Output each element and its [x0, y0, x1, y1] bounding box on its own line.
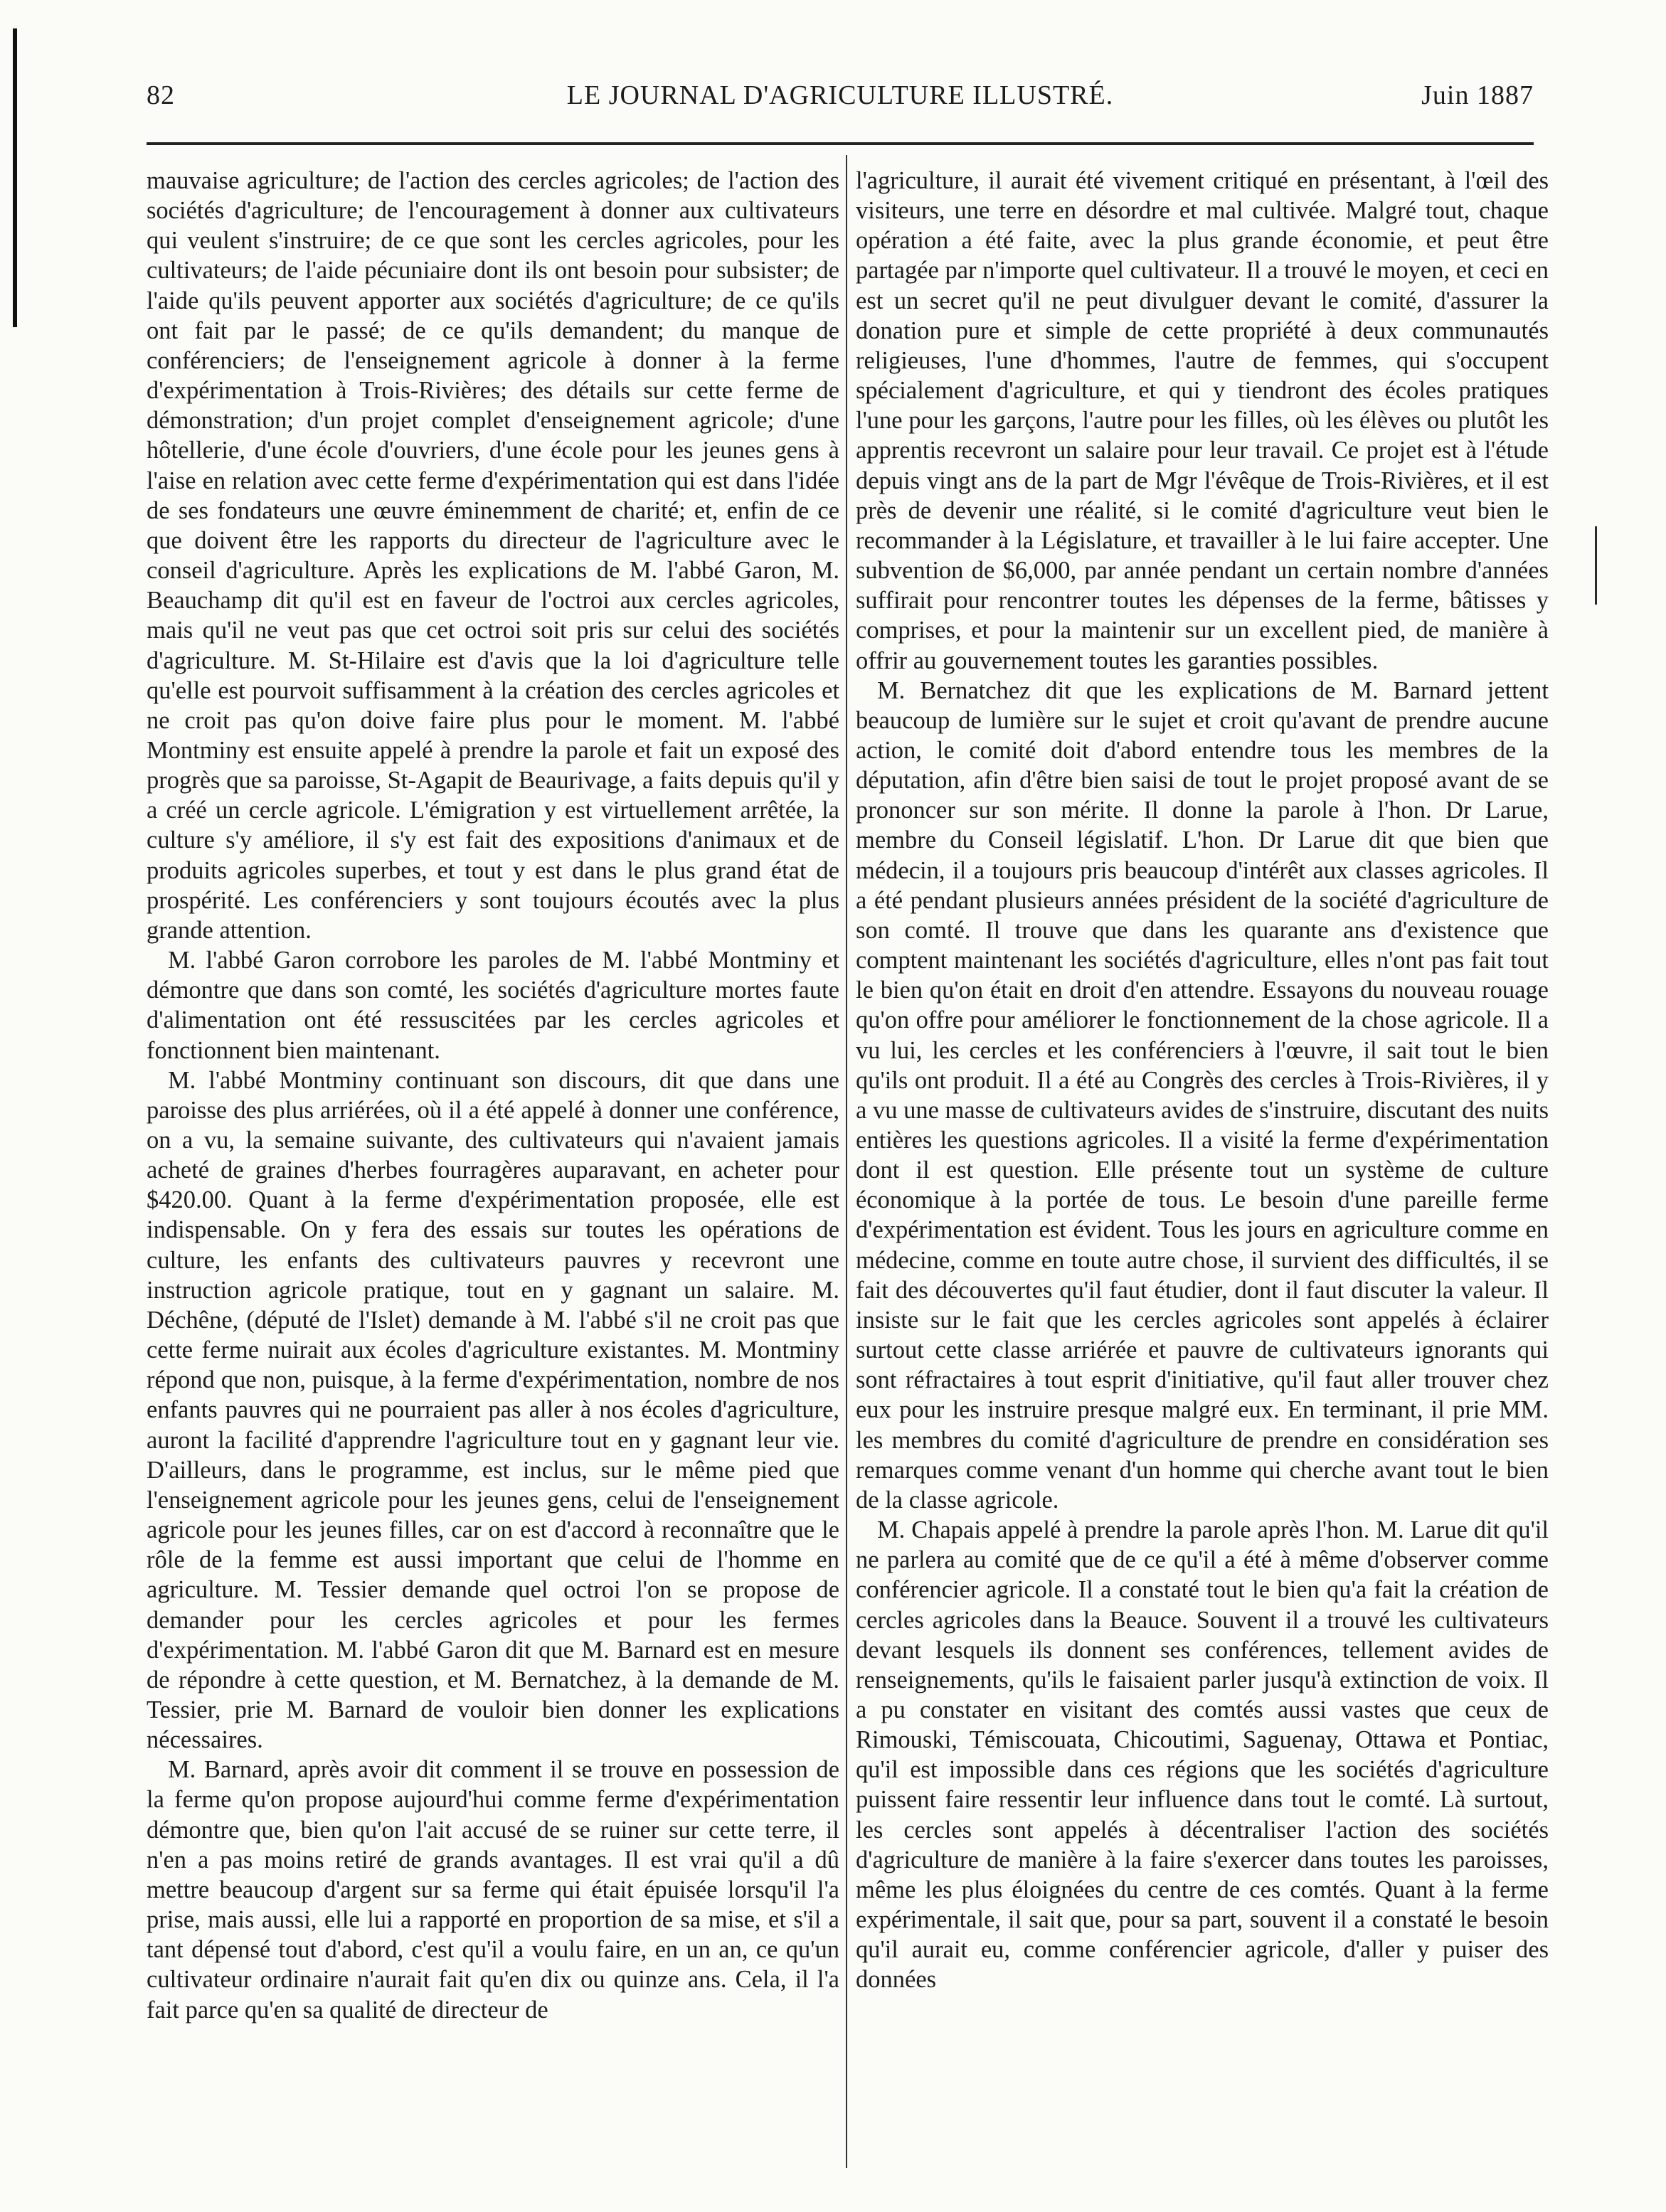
page-header	[147, 80, 1534, 122]
right-column	[856, 166, 1549, 1995]
column-divider	[846, 155, 847, 2168]
journal-title: LE JOURNAL D'AGRICULTURE ILLUSTRÉ.	[566, 80, 1114, 110]
header-rule	[147, 142, 1534, 145]
paragraph: M. Bernatchez dit que les explications de M. Barnard jettent beaucoup de lumière sur le sujet et croit qu'avant de prendre aucune action, le comité doit d'abord entendre tous les membres de la députation, afin d'être bien saisi de tout le projet proposé avant de se prononcer sur son mérite. Il donne la parole à l'hon. Dr Larue, membre du Conseil législatif. L'hon. Dr Larue dit que bien que médecin, il a toujours pris beaucoup d'intérêt aux classes agricoles. Il a été pendant plusieurs années président de la société d'agriculture de son comté. Il trouve que dans les quarante ans d'existence que comptent maintenant les sociétés d'agriculture, elles n'ont pas fait tout le bien qu'on était en droit d'en attendre. Essayons du nouveau rouage qu'on offre pour améliorer le fonctionnement de la chose agricole. Il a vu lui, les cercles et les conférenciers à l'œuvre, il sait tout le bien qu'ils ont produit. Il a été au Congrès des cercles à Trois-Rivières, il y a vu une masse de cultivateurs avides de s'instruire, discutant des nuits entières les questions agricoles. Il a visité la ferme d'expérimentation dont il est question. Elle présente tout un système de culture économique à la portée de tous. Le besoin d'une pareille ferme d'expérimentation est évident. Tous les jours en agriculture comme en médecine, comme en toute autre chose, il survient des difficultés, il se fait des découvertes qu'il faut étudier, dont il faut discuter la valeur. Il insiste sur le fait que les cercles agricoles sont appelés à éclairer surtout cette classe arriérée et pauvre de cultivateurs ignorants qui sont réfractaires à tout esprit d'initiative, qu'il faut aller trouver chez eux pour les instruire presque malgré eux. En terminant, il prie MM. les membres du comité d'agriculture de prendre en considération ses remarques comme venant d'un homme qui cherche avant tout le bien de la classe agricole.	[856, 676, 1549, 1514]
paragraph: mauvaise agriculture; de l'action des cercles agricoles; de l'action des sociétés d'agriculture; de l'encouragement à donner aux cultivateurs qui veulent s'instruire; de ce que sont les cercles agricoles, pour les cultivateurs; de l'aide pécuniaire dont ils ont besoin pour subsister; de l'aide qu'ils peuvent apporter aux sociétés d'agriculture; de ce qu'ils ont fait par le passé; de ce qu'ils demandent; du manque de conférenciers; de l'enseignement agricole à donner à la ferme d'expérimentation à Trois-Rivières; des détails sur cette ferme de démonstration; d'un projet complet d'enseignement agricole; d'une hôtellerie, d'une école d'ouvriers, d'une école pour les jeunes gens à l'aise en relation avec cette ferme d'expérimentation qui est dans l'idée de ses fondateurs une œuvre éminemment de charité; et, enfin de ce que doivent être les rapports du directeur de l'agriculture avec le conseil d'agriculture. Après les explications de M. l'abbé Garon, M. Beauchamp dit qu'il est en faveur de l'octroi aux cercles agricoles, mais qu'il ne veut pas que cet octroi soit pris sur celui des sociétés d'agriculture. M. St-Hilaire est d'avis que la loi d'agriculture telle qu'elle est pourvoit suffisamment à la création des cercles agricoles et ne croit pas qu'on doive faire plus pour le moment. M. l'abbé Montminy est ensuite appelé à prendre la parole et fait un exposé des progrès que sa paroisse, St-Agapit de Beaurivage, a faits depuis qu'il y a créé un cercle agricole. L'émigration y est virtuellement arrêtée, la culture s'y améliore, il s'y est fait des expositions d'animaux et de produits agricoles superbes, et tout y est dans le plus grand état de prospérité. Les conférenciers y sont toujours écoutés avec la plus grande attention.	[147, 167, 839, 944]
left-column	[147, 166, 839, 2025]
page-number: 82	[147, 80, 175, 110]
paragraph: M. l'abbé Garon corrobore les paroles de M. l'abbé Montminy et démontre que dans son comté, les sociétés d'agriculture mortes faute d'alimentation ont été ressuscitées par les cercles agricoles et fonctionnent bien maintenant.	[147, 947, 839, 1064]
margin-mark	[1595, 526, 1597, 605]
issue-date: Juin 1887	[1421, 80, 1534, 110]
paragraph: M. Barnard, après avoir dit comment il se trouve en possession de la ferme qu'on propose aujourd'hui comme ferme d'expérimentation démontre que, bien qu'on l'ait accusé de se ruiner sur cette terre, il n'en a pas moins retiré de grands avantages. Il est vrai qu'il a dû mettre beaucoup d'argent sur sa ferme qui était épuisée lorsqu'il l'a prise, mais aussi, elle lui a rapporté en proportion de sa mise, et s'il a tant dépensé tout d'abord, c'est qu'il a voulu faire, en un an, ce qu'un cultivateur ordinaire n'aurait fait qu'en dix ou quinze ans. Cela, il l'a fait parce qu'en sa qualité de directeur de	[147, 1756, 839, 2024]
paragraph: M. Chapais appelé à prendre la parole après l'hon. M. Larue dit qu'il ne parlera au comité que de ce qu'il a été à même d'observer comme conférencier agricole. Il a constaté tout le bien qu'a fait la création de cercles agricoles dans la Beauce. Souvent il a trouvé les cultivateurs devant lesquels ils donnent ses conférences, tellement avides de renseignements, qu'ils le faisaient parler jusqu'à extinction de voix. Il a pu constater en visitant des comtés aussi vastes que ceux de Rimouski, Témiscouata, Chicoutimi, Saguenay, Ottawa et Pontiac, qu'il est impossible dans ces régions que les sociétés d'agriculture puissent faire ressentir leur influence dans tout le comté. Là surtout, les cercles sont appelés à décentraliser l'action des sociétés d'agriculture de manière à la faire s'exercer dans toutes les paroisses, même les plus éloignées du centre de ces comtés. Quant à la ferme expérimentale, il sait que, pour sa part, souvent il a constaté le besoin qu'il aurait eu, comme conférencier agricole, d'aller y puiser des données	[856, 1516, 1549, 1994]
paragraph: l'agriculture, il aurait été vivement critiqué en présentant, à l'œil des visiteurs, une terre en désordre et mal cultivée. Malgré tout, chaque opération a été faite, avec la plus grande économie, et peut être partagée par n'importe quel cultivateur. Il a trouvé le moyen, et ceci en est un secret qu'il ne peut divulguer devant le comité, d'assurer la donation pure et simple de cette propriété à deux communautés religieuses, l'une d'hommes, l'autre de femmes, qui s'occupent spécialement d'agriculture, et qui y tiendront des écoles pratiques l'une pour les garçons, l'autre pour les filles, où les élèves ou plutôt les apprentis recevront un salaire pour leur travail. Ce projet est à l'étude depuis vingt ans de la part de Mgr l'évêque de Trois-Rivières, et il est près de devenir une réalité, si le comité d'agriculture veut bien le recommander à la Législature, et travailler à le lui faire accepter. Une subvention de $6,000, par année pendant un certain nombre d'années suffirait pour rencontrer toutes les dépenses de la ferme, bâtisses y comprises, et pour la maintenir sur un excellent pied, de manière à offrir au gouvernement toutes les garanties possibles.	[856, 167, 1549, 674]
paragraph: M. l'abbé Montminy continuant son discours, dit que dans une paroisse des plus arriérées, où il a été appelé à donner une conférence, on a vu, la semaine suivante, des cultivateurs qui n'avaient jamais acheté de graines d'herbes fourragères auparavant, en acheter pour $420.00. Quant à la ferme d'expérimentation proposée, elle est indispensable. On y fera des essais sur toutes les opérations de culture, les enfants des cultivateurs pauvres y recevront une instruction agricole pratique, tout en y gagnant un salaire. M. Déchêne, (député de l'Islet) demande à M. l'abbé s'il ne croit pas que cette ferme nuirait aux écoles d'agriculture existantes. M. Montminy répond que non, puisque, à la ferme d'expérimentation, nombre de nos enfants pauvres qui ne pourraient pas aller à nos écoles d'agriculture, auront la facilité d'apprendre l'agriculture tout en y gagnant leur vie. D'ailleurs, dans le programme, est inclus, sur le même pied que l'enseignement agricole pour les jeunes gens, celui de l'enseignement agricole pour les jeunes filles, car on est d'accord à reconnaître que le rôle de la femme est aussi important que celui de l'homme en agriculture. M. Tessier demande quel octroi l'on se propose de demander pour les cercles agricoles et pour les fermes d'expérimentation. M. l'abbé Garon dit que M. Barnard est en mesure de répondre à cette question, et M. Bernatchez, à la demande de M. Tessier, prie M. Barnard de vouloir bien donner les explications nécessaires.	[147, 1066, 839, 1754]
scan-edge-bar	[13, 28, 17, 327]
